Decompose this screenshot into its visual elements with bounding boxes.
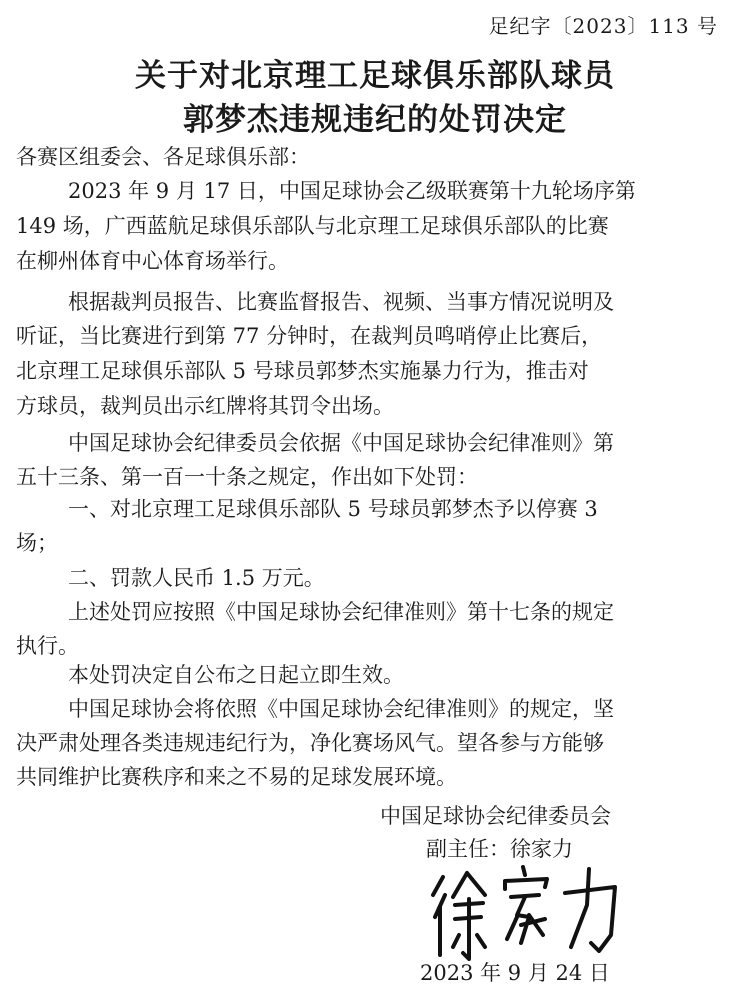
paragraph-1-line: 149 场，广西蓝航足球俱乐部队与北京理工足球俱乐部队的比赛 [16,214,609,238]
document-number: 足纪字〔2023〕113 号 [488,14,718,38]
paragraph-2-line: 根据裁判员报告、比赛监督报告、视频、当事方情况说明及 [68,290,614,314]
paragraph-8-line: 中国足球协会将依照《中国足球协会纪律准则》的规定，坚 [68,697,614,721]
handwritten-signature [425,855,625,965]
paragraph-7-line: 本处罚决定自公布之日起立即生效。 [68,663,404,687]
salutation: 各赛区组委会、各足球俱乐部： [16,145,310,169]
paragraph-6-line: 执行。 [16,634,79,658]
penalty-item-2-line: 二、罚款人民币 1.5 万元。 [68,566,325,590]
paragraph-2-line: 北京理工足球俱乐部队 5 号球员郭梦杰实施暴力行为，推击对 [16,359,589,383]
penalty-item-1-line: 场； [16,531,58,555]
signature-organization: 中国足球协会纪律委员会 [380,804,611,828]
document-title-line-1: 关于对北京理工足球俱乐部队球员 [135,58,615,94]
paragraph-3-line: 中国足球协会纪律委员会依据《中国足球协会纪律准则》第 [68,431,614,455]
signature-date: 2023 年 9 月 24 日 [420,961,610,985]
paragraph-6-line: 上述处罚应按照《中国足球协会纪律准则》第十七条的规定 [68,600,614,624]
document-title-line-2: 郭梦杰违规违纪的处罚决定 [183,102,567,138]
signature-role: 副主任：徐家力 [426,837,573,861]
paragraph-2-line: 方球员，裁判员出示红牌将其罚令出场。 [16,394,394,418]
paragraph-3-line: 五十三条、第一百一十条之规定，作出如下处罚： [16,465,478,489]
paragraph-1-line: 在柳州体育中心体育场举行。 [16,249,289,273]
paragraph-8-line: 共同维护比赛秩序和来之不易的足球发展环境。 [16,765,457,789]
paragraph-8-line: 决严肃处理各类违规违纪行为，净化赛场风气。望各参与方能够 [16,731,604,755]
paragraph-1-line: 2023 年 9 月 17 日，中国足球协会乙级联赛第十九轮场序第 [68,179,636,203]
penalty-item-1-line: 一、对北京理工足球俱乐部队 5 号球员郭梦杰予以停赛 3 [68,497,598,521]
paragraph-2-line: 听证，当比赛进行到第 77 分钟时，在裁判员鸣哨停止比赛后， [16,324,603,348]
